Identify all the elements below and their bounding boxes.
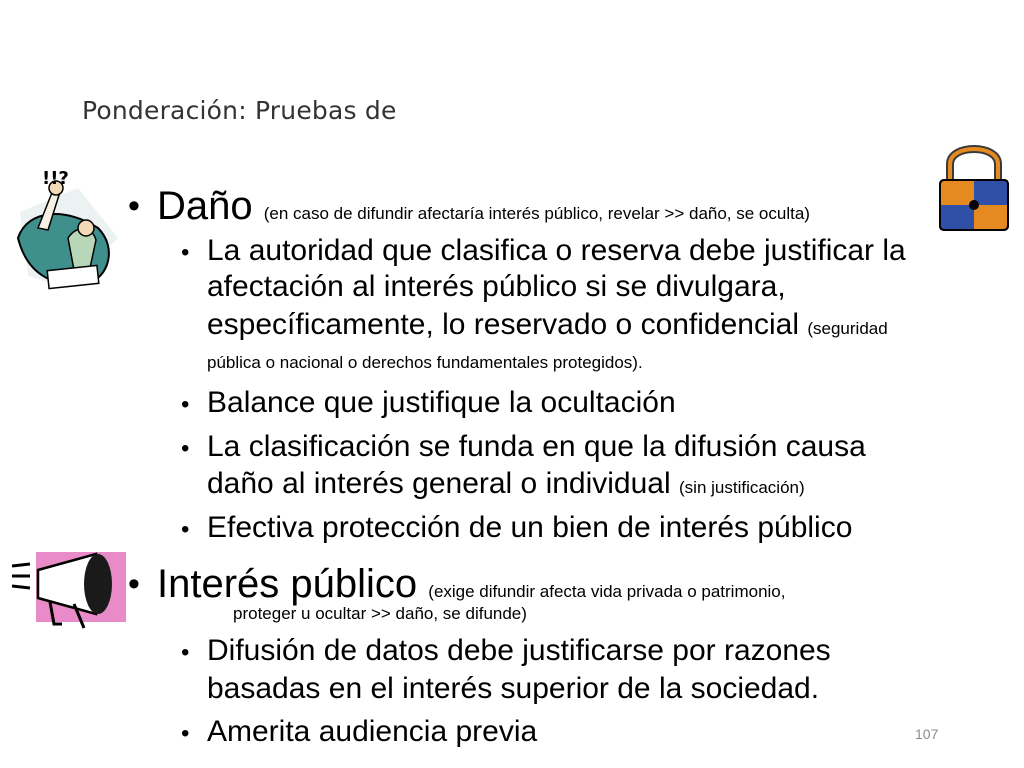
- interes-note: (exige difundir afecta vida privada o patrimonio,: [428, 582, 786, 601]
- bullet: •: [128, 565, 140, 603]
- dano-item-1-line-1: La autoridad que clasifica o reserva debe justificar la: [207, 234, 906, 267]
- interes-heading-text: Interés público: [157, 562, 418, 606]
- dano-item-1-line-3-text: específicamente, lo reservado o confidencial: [207, 308, 800, 341]
- dano-item-3-line-2: [207, 465, 805, 507]
- bullet: •: [181, 639, 190, 666]
- page-number: 107: [915, 726, 939, 742]
- dano-item-3-note: (sin justificación): [679, 478, 805, 497]
- dano-item-4: Efectiva protección de un bien de interés público: [207, 511, 853, 544]
- dano-item-1-line-2: afectación al interés público si se divulgara,: [207, 270, 786, 303]
- dano-note: (en caso de difundir afectaría interés público, revelar >> daño, se oculta): [263, 204, 810, 223]
- dano-heading-text: Daño: [157, 184, 253, 228]
- svg-text:!!?: !!?: [42, 168, 69, 189]
- dano-item-3-line-2-text: daño al interés general o individual: [207, 467, 671, 500]
- dano-item-2: Balance que justifique la ocultación: [207, 386, 676, 419]
- bullet: •: [181, 516, 190, 543]
- dano-item-1-line-3: [207, 306, 888, 348]
- dano-item-1-note-cont: pública o nacional o derechos fundamentales protegidos).: [207, 353, 643, 372]
- dano-heading: [157, 184, 810, 236]
- bullet: •: [181, 391, 190, 418]
- interes-item-1-line-2: basadas en el interés superior de la sociedad.: [207, 672, 820, 705]
- dano-item-1-note: (seguridad: [807, 319, 888, 338]
- bullet: •: [128, 187, 140, 225]
- dano-item-3-line-1: La clasificación se funda en que la difusión causa: [207, 430, 866, 463]
- bullet: •: [181, 435, 190, 462]
- bullet: •: [181, 720, 190, 747]
- slide-title: Ponderación: Pruebas de: [82, 96, 397, 125]
- interes-item-1-line-1: Difusión de datos debe justificarse por razones: [207, 634, 831, 667]
- interes-item-2: Amerita audiencia previa: [207, 715, 538, 748]
- interes-note-cont: proteger u ocultar >> daño, se difunde): [233, 604, 527, 623]
- bullet: •: [181, 239, 190, 266]
